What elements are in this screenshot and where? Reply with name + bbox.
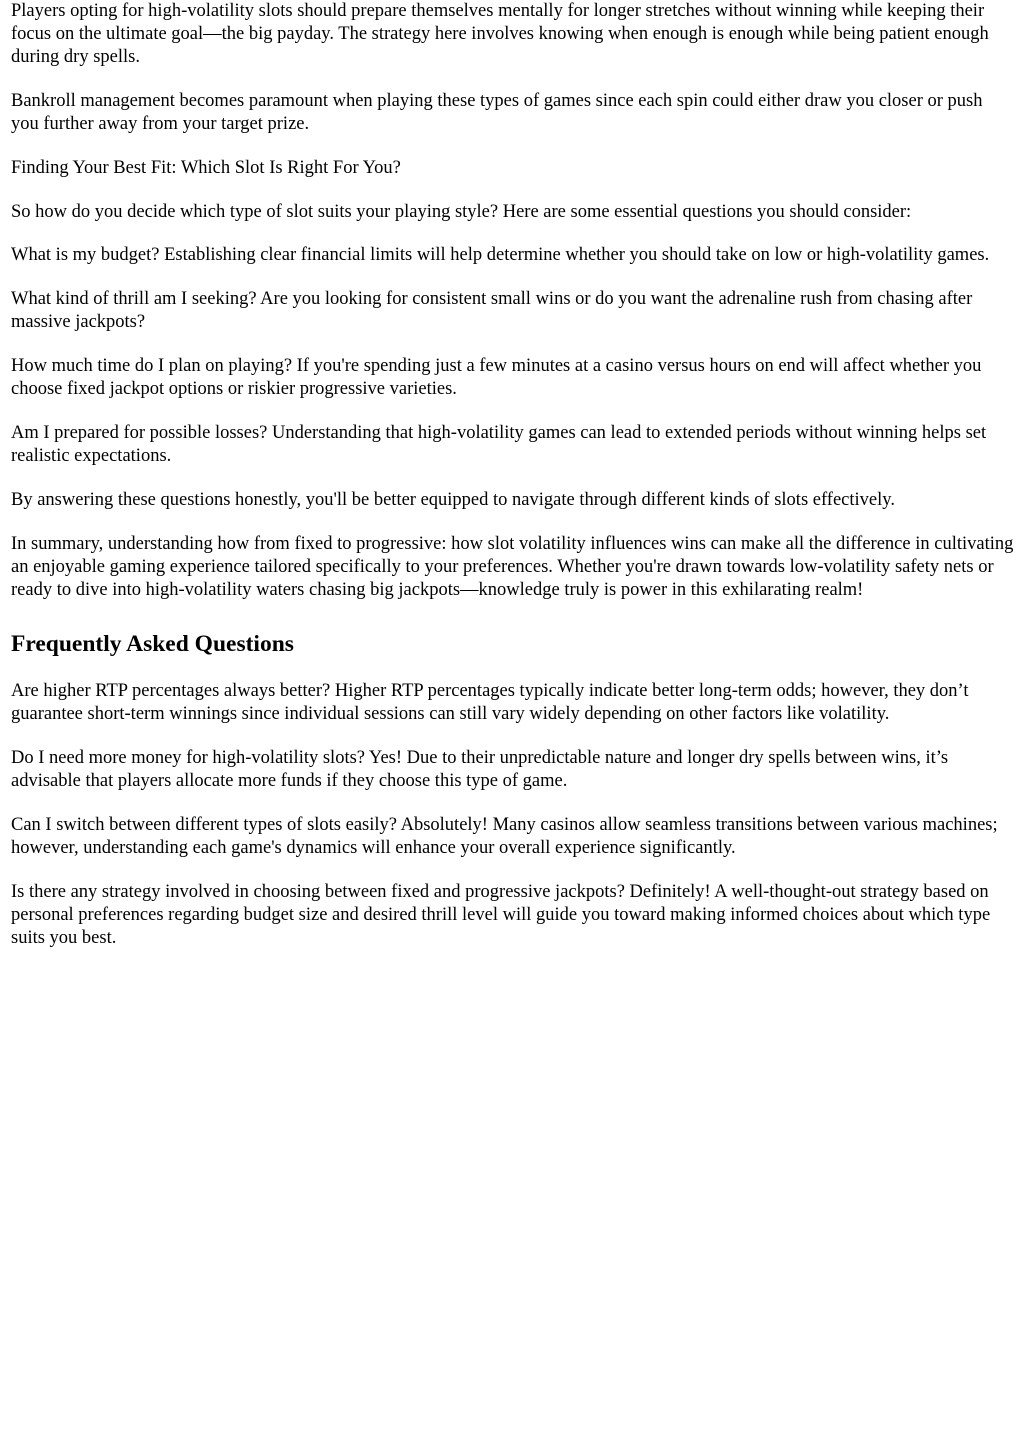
paragraph-question-time: How much time do I plan on playing? If you're spending just a few minutes at a casino versus hours on end will affect whether you choose fixed jackpot options or riskier progressive varieties.	[11, 356, 982, 400]
article-body	[11, 0, 1014, 950]
paragraph-bankroll-management: Bankroll management becomes paramount when playing these types of games since each spin could either draw you closer or push you further away from your target prize.	[11, 91, 983, 135]
paragraph-best-fit-subheading: Finding Your Best Fit: Which Slot Is Right For You?	[11, 158, 401, 179]
faq-jackpot-strategy: Is there any strategy involved in choosing between fixed and progressive jackpots? Definitely! A well-thought-out strategy based on personal preferences regarding budget size and desired thrill level will guide you toward making informed choices about which type suits you best.	[11, 881, 991, 949]
faq-rtp: Are higher RTP percentages always better? Higher RTP percentages typically indicate better long-term odds; however, they don’t guarantee short-term winnings since individual sessions can still vary widely depending on other factors like volatility.	[11, 681, 969, 725]
faq-more-money: Do I need more money for high-volatility slots? Yes! Due to their unpredictable nature and longer dry spells between wins, it’s advisable that players allocate more funds if they choose this type of game.	[11, 748, 949, 792]
faq-switch-slots: Can I switch between different types of slots easily? Absolutely! Many casinos allow seamless transitions between various machines; however, understanding each game's dynamics will enhance your overall experience significantly.	[11, 814, 998, 859]
paragraph-question-budget: What is my budget? Establishing clear financial limits will help determine whether you should take on low or high-volatility games.	[11, 245, 990, 266]
paragraph-question-thrill: What kind of thrill am I seeking? Are you looking for consistent small wins or do you want the adrenaline rush from chasing after massive jackpots?	[11, 289, 973, 333]
paragraph-question-losses: Am I prepared for possible losses? Understanding that high-volatility games can lead to extended periods without winning helps set realistic expectations.	[11, 422, 987, 467]
paragraph-summary: In summary, understanding how from fixed to progressive: how slot volatility influences wins can make all the difference in cultivating an enjoyable gaming experience tailored specifically to your preferences. Whether you're drawn towards low-volatility safety nets or ready to dive into high-volatility waters chasing big jackpots—knowledge truly is power in this exhilarating realm!	[11, 533, 1014, 600]
faq-heading: Frequently Asked Questions	[11, 631, 294, 658]
paragraph-answering-honestly: By answering these questions honestly, you'll be better equipped to navigate through different kinds of slots effectively.	[11, 489, 895, 510]
paragraph-high-volatility-mindset: Players opting for high-volatility slots should prepare themselves mentally for longer stretches without winning while keeping their focus on the ultimate goal—the big payday. The strategy here involves knowing when enough is enough while being patient enough during dry spells.	[11, 1, 989, 68]
paragraph-questions-intro: So how do you decide which type of slot suits your playing style? Here are some essential questions you should consider:	[11, 201, 912, 222]
